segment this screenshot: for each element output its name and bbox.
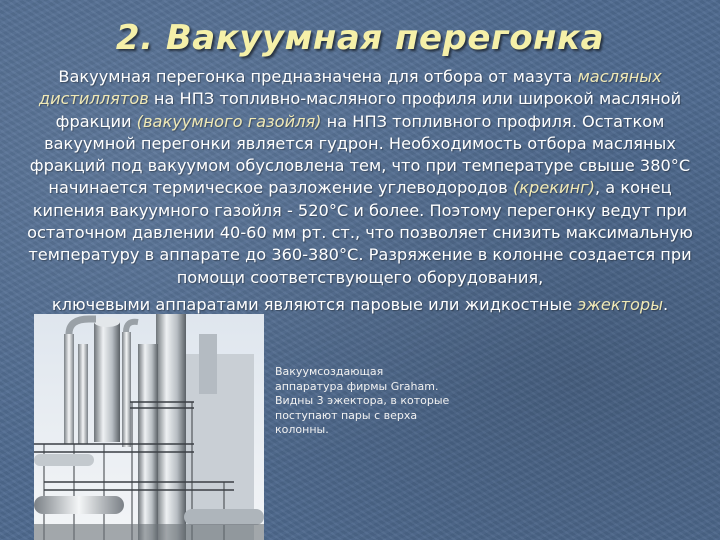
- term-ejectors: эжекторы: [577, 294, 663, 314]
- refinery-illustration: [34, 314, 264, 540]
- body-text-segment: ключевыми аппаратами являются паровые или жидкостные: [51, 294, 578, 314]
- photo-caption: Вакуумсоздающая аппаратура фирмы Graham. Видны 3 эжектора, в которые поступают пары с верха колонны.: [275, 365, 450, 436]
- body-text-segment: .: [662, 294, 669, 314]
- term-vacuum-gasoil: (вакуумного газойля): [136, 111, 322, 131]
- body-text-segment: на НПЗ топливно-масляного профиля или широкой масляной фракции: [55, 89, 682, 131]
- body-text-segment: , а конец кипения вакуумного газойля - 520°С и более. Поэтому перегонку ведут при остаточном давлении 40-60 мм рт. ст., что позволяет снизить максимальную температуру в аппарате до 360-380°С. Разряжение в колонне создается при помощи соответствующего оборудования,: [27, 178, 693, 287]
- body-text-last-line: [10, 294, 710, 316]
- vacuum-equipment-photo: [34, 314, 264, 540]
- slide-body-text: [10, 66, 710, 316]
- body-text-segment: Вакуумная перегонка предназначена для отбора от мазута: [58, 67, 578, 86]
- term-cracking: (крекинг): [512, 178, 595, 198]
- term-oil-distillates: масляных дистиллятов: [38, 67, 662, 109]
- body-text-segment: на НПЗ топливного профиля. Остатком вакуумной перегонки является гудрон. Необходимость отбора масляных фракций под вакуумом обусловлена тем, что при температуре свыше 380°С начинается термическое разложение углеводородов: [29, 111, 691, 198]
- slide-title: 2. Вакуумная перегонка: [115, 18, 605, 58]
